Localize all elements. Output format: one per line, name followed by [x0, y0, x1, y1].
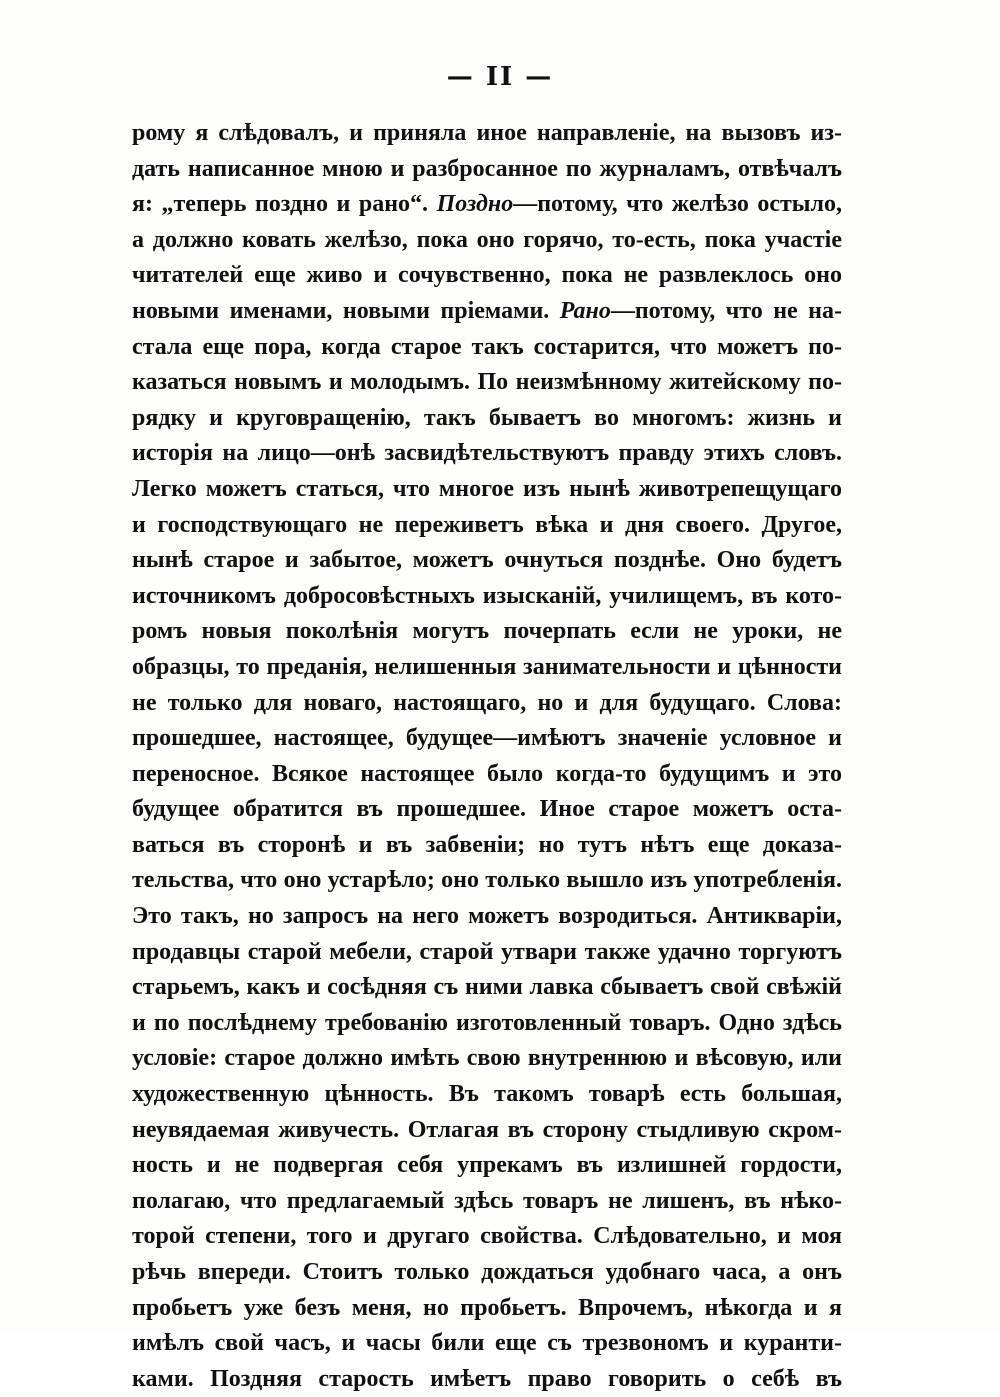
text-run: не только для новаго, настоящаго, но и для будущаго. Слова:: [132, 689, 842, 716]
text-line: [132, 1291, 842, 1327]
text-run: ность и не подвергая себя упрекамъ въ излишней гордости,: [132, 1152, 842, 1179]
text-run: пробьетъ уже безъ меня, но пробьетъ. Впрочемъ, нѣкогда и я: [132, 1294, 842, 1321]
text-run: старьемъ, какъ и сосѣдняя съ ними лавка сбываетъ свой свѣжій: [132, 974, 842, 1001]
text-run: новыми именами, новыми пріемами.: [132, 297, 560, 324]
text-run: нынѣ старое и забытое, можетъ очнуться позднѣе. Оно будетъ: [132, 547, 842, 574]
text-run: условіе: старое должно имѣть свою внутреннюю и вѣсовую, или: [132, 1045, 842, 1072]
text-run: торой степени, того и другаго свойства. Слѣдовательно, и моя: [132, 1223, 842, 1250]
text-run: будущее обратится въ прошедшее. Иное старое можетъ оста-: [132, 796, 842, 823]
text-run: неувядаемая живучесть. Отлагая въ сторону стыдливую скром-: [132, 1116, 842, 1143]
text-line: [132, 1184, 842, 1220]
text-run: рядку и круговращенію, такъ бываетъ во многомъ: жизнь и: [132, 404, 842, 431]
text-line: [132, 686, 842, 722]
text-run: тельства, что оно устарѣло; оно только вышло изъ употребленія.: [132, 867, 842, 894]
text-line: [132, 508, 842, 544]
text-run: и по послѣднему требованію изготовленный товаръ. Одно здѣсь: [132, 1009, 842, 1036]
text-line: [132, 1006, 842, 1042]
text-run: образцы, то преданія, нелишенныя занимательности и цѣнности: [132, 653, 842, 680]
text-line: [132, 152, 842, 188]
text-line: [132, 614, 842, 650]
text-line: [132, 1077, 842, 1113]
italic-word: Поздно: [436, 191, 514, 218]
page-number: — II —: [446, 62, 554, 92]
text-run: рому я слѣдовалъ, и приняла иное направленіе, на вызовъ из-: [132, 120, 842, 146]
text-line: [132, 1219, 842, 1255]
body-text: [132, 116, 842, 1397]
text-line: [132, 970, 842, 1006]
text-run: продавцы старой мебели, старой утвари также удачно торгуютъ: [132, 938, 842, 965]
text-line: [132, 1113, 842, 1149]
text-run: а должно ковать желѣзо, пока оно горячо, то-есть, пока участіе: [132, 226, 842, 253]
text-run: ками. Поздняя старость имѣетъ право говорить о себѣ въ: [132, 1365, 842, 1392]
text-run: источникомъ добросовѣстныхъ изысканій, училищемъ, въ кото-: [132, 582, 842, 609]
text-line: [132, 721, 842, 757]
text-run: Легко можетъ статься, что многое изъ нынѣ животрепещущаго: [132, 475, 842, 502]
text-run: —потому, что желѣзо остыло,: [513, 191, 842, 218]
text-run: —потому, что не на-: [610, 297, 842, 324]
text-line: [132, 294, 842, 330]
text-line: [132, 1362, 842, 1397]
text-line: [132, 187, 842, 223]
text-line: [132, 472, 842, 508]
text-line: [132, 258, 842, 294]
text-line: [132, 935, 842, 971]
text-run: художественную цѣнность. Въ такомъ товарѣ есть большая,: [132, 1081, 842, 1108]
italic-word: Рано: [559, 297, 611, 324]
text-run: Это такъ, но запросъ на него можетъ возродиться. Антикваріи,: [132, 903, 842, 930]
text-line: [132, 757, 842, 793]
text-run: имѣлъ свой часъ, и часы били еще съ трезвономъ и куранти-: [132, 1330, 842, 1357]
text-line: [132, 650, 842, 686]
text-run: прошедшее, настоящее, будущее—имѣютъ значеніе условное и: [132, 725, 842, 752]
text-run: рѣчь впереди. Стоитъ только дождаться удобнаго часа, а онъ: [132, 1259, 842, 1285]
text-run: исторія на лицо—онѣ засвидѣтельствуютъ правду этихъ словъ.: [132, 440, 842, 467]
text-line: [132, 792, 842, 828]
text-run: полагаю, что предлагаемый здѣсь товаръ не лишенъ, въ нѣко-: [132, 1187, 842, 1214]
text-line: [132, 579, 842, 615]
text-line: [132, 1148, 842, 1184]
text-run: казаться новымъ и молодымъ. По неизмѣнному житейскому по-: [132, 369, 842, 396]
text-line: [132, 828, 842, 864]
text-line: [132, 543, 842, 579]
text-line: [132, 223, 842, 259]
text-run: ромъ новыя поколѣнія могутъ почерпать если не уроки, не: [132, 618, 842, 645]
text-line: [132, 1255, 842, 1291]
text-line: [132, 863, 842, 899]
text-run: я: „теперь поздно и рано“.: [132, 191, 437, 218]
text-run: переносное. Всякое настоящее было когда-то будущимъ и это: [132, 760, 842, 787]
text-line: [132, 365, 842, 401]
text-line: [132, 116, 842, 152]
text-line: [132, 1041, 842, 1077]
text-run: и господствующаго не переживетъ вѣка и дня своего. Другое,: [132, 511, 842, 538]
text-line: [132, 899, 842, 935]
text-line: [132, 436, 842, 472]
text-run: ваться въ сторонѣ и въ забвеніи; но тутъ нѣтъ еще доказа-: [132, 831, 842, 858]
text-run: стала еще пора, когда старое такъ состарится, что можетъ по-: [132, 333, 842, 360]
text-run: дать написанное мною и разбросанное по журналамъ, отвѣчалъ: [132, 155, 842, 182]
text-run: читателей еще живо и сочувственно, пока не развлеклось оно: [132, 262, 842, 289]
text-line: [132, 401, 842, 437]
text-line: [132, 330, 842, 366]
text-line: [132, 1326, 842, 1362]
